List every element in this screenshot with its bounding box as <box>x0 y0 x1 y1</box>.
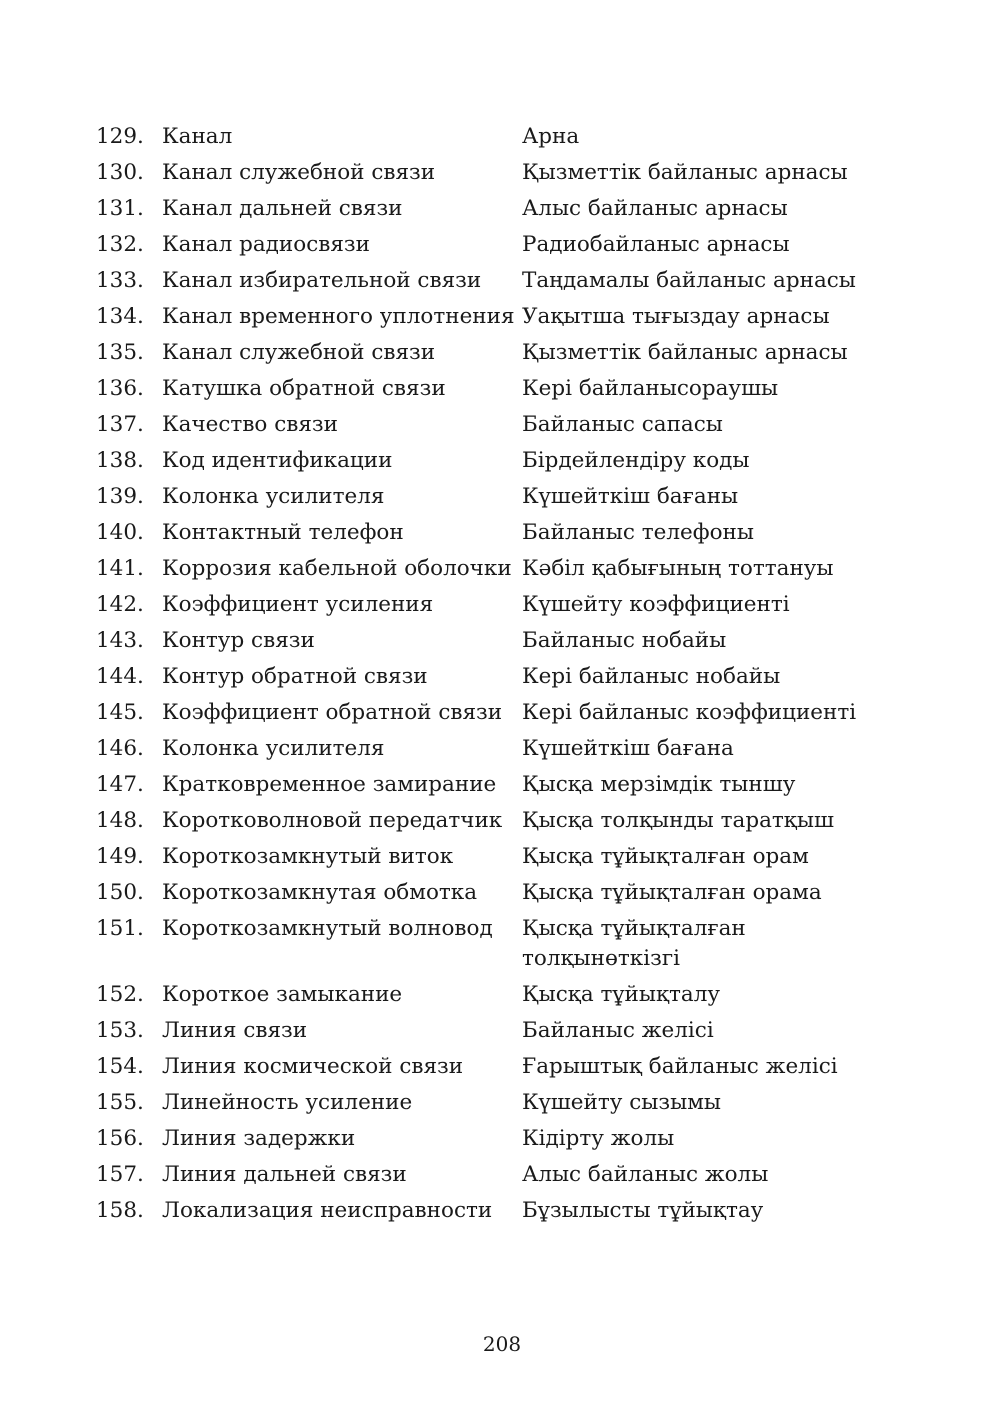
kazakh-term: Байланыс телефоны <box>522 520 754 545</box>
glossary-entry <box>96 626 896 656</box>
kazakh-term: Күшейткіш бағана <box>522 736 734 761</box>
russian-term: Коэффициент усиления <box>162 592 434 617</box>
russian-term: Линия задержки <box>162 1126 356 1151</box>
entry-number: 145. <box>96 700 144 725</box>
russian-term: Линейность усиление <box>162 1090 413 1115</box>
russian-term: Кратковременное замирание <box>162 772 497 797</box>
glossary-entry <box>96 266 896 296</box>
glossary-entry <box>96 122 896 152</box>
glossary-entry <box>96 662 896 692</box>
glossary-entry <box>96 338 896 368</box>
kazakh-term: Кідірту жолы <box>522 1126 675 1151</box>
glossary-entry <box>96 1052 896 1082</box>
glossary-entry <box>96 878 896 908</box>
glossary-entry <box>96 1124 896 1154</box>
glossary-entry <box>96 698 896 728</box>
kazakh-term: Алыс байланыс жолы <box>522 1162 769 1187</box>
kazakh-term: Алыс байланыс арнасы <box>522 196 788 221</box>
russian-term: Контур обратной связи <box>162 664 428 689</box>
glossary-entry <box>96 302 896 332</box>
russian-term: Коррозия кабельной оболочки <box>162 556 512 581</box>
russian-term: Короткозамкнутая обмотка <box>162 880 478 905</box>
entry-number: 157. <box>96 1162 144 1187</box>
glossary-entry <box>96 1016 896 1046</box>
entry-number: 149. <box>96 844 144 869</box>
entry-number: 130. <box>96 160 144 185</box>
kazakh-term: Кері байланыс коэффициенті <box>522 700 857 725</box>
entry-number: 129. <box>96 124 144 149</box>
kazakh-term: Байланыс нобайы <box>522 628 727 653</box>
russian-term: Колонка усилителя <box>162 484 385 509</box>
glossary-entry <box>96 482 896 512</box>
entry-number: 135. <box>96 340 144 365</box>
russian-term: Канал временного уплотнения <box>162 304 515 329</box>
glossary-entry <box>96 518 896 548</box>
russian-term: Канал радиосвязи <box>162 232 370 257</box>
entry-number: 158. <box>96 1198 144 1223</box>
russian-term: Колонка усилителя <box>162 736 385 761</box>
entry-number: 141. <box>96 556 144 581</box>
entry-number: 132. <box>96 232 144 257</box>
kazakh-term: Бұзылысты тұйықтау <box>522 1198 764 1223</box>
entry-number: 148. <box>96 808 144 833</box>
glossary-entry <box>96 374 896 404</box>
kazakh-term: Қысқа толқынды таратқыш <box>522 808 834 833</box>
entry-number: 134. <box>96 304 144 329</box>
entry-number: 131. <box>96 196 144 221</box>
entry-number: 147. <box>96 772 144 797</box>
kazakh-term: Кері байланысораушы <box>522 376 779 401</box>
glossary-entry <box>96 1160 896 1190</box>
glossary-entry <box>96 590 896 620</box>
kazakh-term: Таңдамалы байланыс арнасы <box>522 268 856 293</box>
entry-number: 150. <box>96 880 144 905</box>
kazakh-term: Кері байланыс нобайы <box>522 664 781 689</box>
russian-term: Код идентификации <box>162 448 393 473</box>
entry-number: 155. <box>96 1090 144 1115</box>
kazakh-term: Уақытша тығыздау арнасы <box>522 304 830 329</box>
glossary-entry <box>96 446 896 476</box>
kazakh-term: Арна <box>522 124 580 149</box>
kazakh-term: Күшейткіш бағаны <box>522 484 739 509</box>
entry-number: 152. <box>96 982 144 1007</box>
russian-term: Канал <box>162 124 233 149</box>
russian-term: Линия космической связи <box>162 1054 464 1079</box>
glossary-entry <box>96 770 896 800</box>
glossary-entry <box>96 410 896 440</box>
entry-number: 140. <box>96 520 144 545</box>
entry-number: 138. <box>96 448 144 473</box>
kazakh-term: Қысқа тұйықталған орам <box>522 844 809 869</box>
entry-number: 144. <box>96 664 144 689</box>
glossary-entry <box>96 554 896 584</box>
russian-term: Контактный телефон <box>162 520 404 545</box>
russian-term: Канал избирательной связи <box>162 268 482 293</box>
russian-term: Короткое замыкание <box>162 982 403 1007</box>
entry-number: 156. <box>96 1126 144 1151</box>
glossary-entry <box>96 1196 896 1226</box>
kazakh-term: Ғарыштық байланыс желісі <box>522 1054 838 1079</box>
russian-term: Коротковолновой передатчик <box>162 808 503 833</box>
russian-term: Канал служебной связи <box>162 160 436 185</box>
entry-number: 136. <box>96 376 144 401</box>
entry-number: 133. <box>96 268 144 293</box>
russian-term: Короткозамкнутый виток <box>162 844 454 869</box>
glossary-entry <box>96 734 896 764</box>
russian-term: Канал служебной связи <box>162 340 436 365</box>
entry-number: 154. <box>96 1054 144 1079</box>
russian-term: Линия дальней связи <box>162 1162 407 1187</box>
russian-term: Качество связи <box>162 412 338 437</box>
entry-number: 153. <box>96 1018 144 1043</box>
russian-term: Коэффициент обратной связи <box>162 700 503 725</box>
entry-number: 139. <box>96 484 144 509</box>
entry-number: 146. <box>96 736 144 761</box>
kazakh-term: Күшейту коэффициенті <box>522 592 790 617</box>
glossary-entry <box>96 194 896 224</box>
glossary-entry <box>96 158 896 188</box>
entry-number: 142. <box>96 592 144 617</box>
entry-number: 143. <box>96 628 144 653</box>
page-number: 208 <box>482 1332 522 1356</box>
glossary-entry <box>96 230 896 260</box>
entry-number: 137. <box>96 412 144 437</box>
russian-term: Локализация неисправности <box>162 1198 493 1223</box>
entry-number: 151. <box>96 916 144 941</box>
kazakh-term: Байланыс желісі <box>522 1018 714 1043</box>
kazakh-term: Қысқа тұйықталу <box>522 982 721 1007</box>
glossary-entry <box>96 980 896 1010</box>
russian-term: Катушка обратной связи <box>162 376 446 401</box>
glossary-entry <box>96 806 896 836</box>
russian-term: Канал дальней связи <box>162 196 403 221</box>
glossary-entry <box>96 842 896 872</box>
russian-term: Короткозамкнутый волновод <box>162 916 493 941</box>
glossary-entry <box>96 1088 896 1118</box>
kazakh-term: Қысқа тұйықталған толқынөткізгі <box>522 916 746 971</box>
kazakh-term: Бірдейлендіру коды <box>522 448 750 473</box>
glossary-list <box>96 122 896 1232</box>
kazakh-term: Қысқа мерзімдік тыншу <box>522 772 796 797</box>
russian-term: Линия связи <box>162 1018 308 1043</box>
kazakh-term: Радиобайланыс арнасы <box>522 232 790 257</box>
kazakh-term: Күшейту сызымы <box>522 1090 722 1115</box>
kazakh-term: Кәбіл қабығының тоттануы <box>522 556 834 581</box>
glossary-entry <box>96 914 896 974</box>
russian-term: Контур связи <box>162 628 315 653</box>
kazakh-term: Байланыс сапасы <box>522 412 723 437</box>
kazakh-term: Қызметтік байланыс арнасы <box>522 340 848 365</box>
kazakh-term: Қызметтік байланыс арнасы <box>522 160 848 185</box>
kazakh-term: Қысқа тұйықталған орама <box>522 880 822 905</box>
